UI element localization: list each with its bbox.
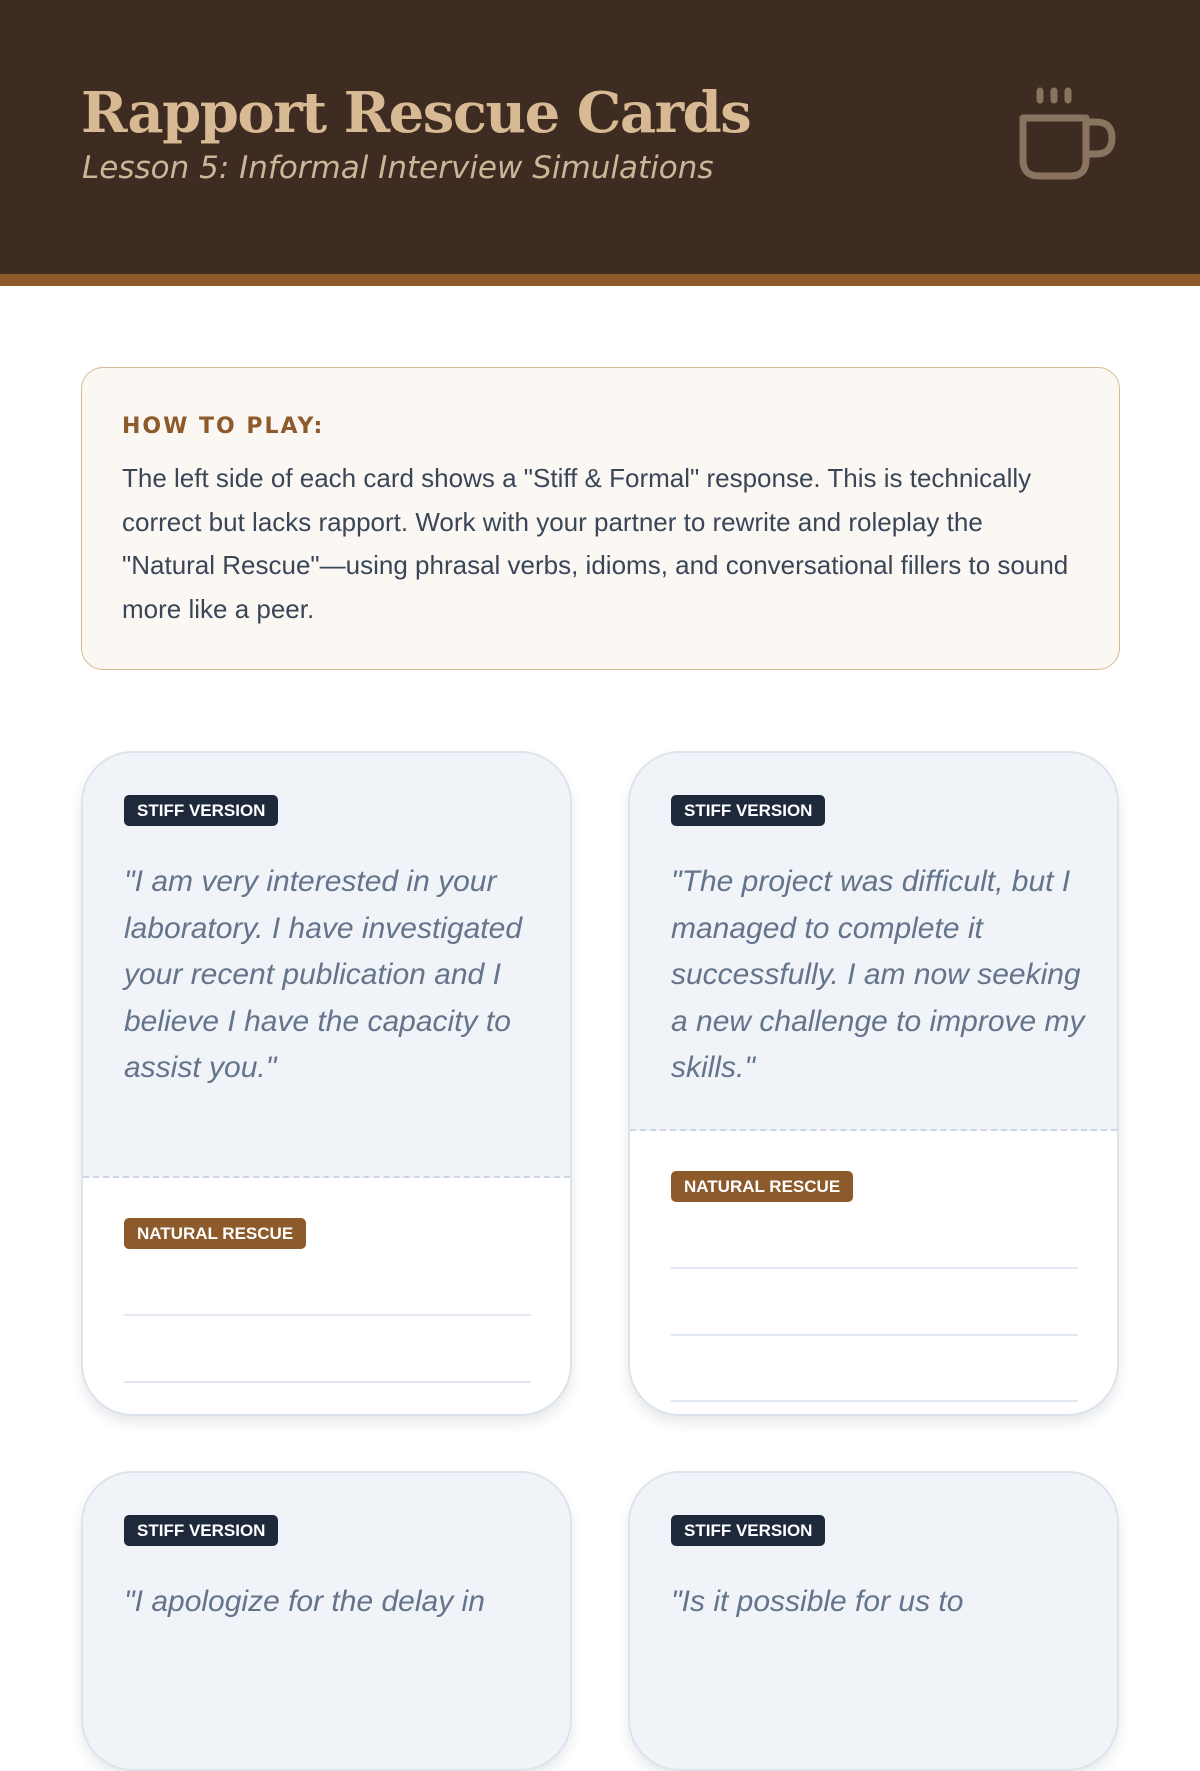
rescue-card-2: [628, 751, 1119, 1416]
page-header: [0, 0, 1200, 286]
stiff-section: [83, 753, 570, 1178]
answer-line[interactable]: [671, 1334, 1078, 1336]
how-to-play-title: HOW TO PLAY:: [122, 414, 325, 439]
natural-rescue-section: [630, 1131, 1117, 1416]
rescue-card-3: [81, 1471, 572, 1771]
answer-line[interactable]: [124, 1314, 531, 1316]
how-to-play-box: [81, 367, 1120, 670]
stiff-quote: "Is it possible for us to: [671, 1585, 964, 1618]
answer-line[interactable]: [124, 1381, 531, 1383]
coffee-cup-icon: [1016, 84, 1120, 188]
stiff-section: [630, 1473, 1117, 1771]
stiff-quote: "I am very interested in your laboratory. I have investigated your recent publication and I believe I have the capacity to assist you.": [124, 865, 523, 1084]
rescue-card-1: [81, 751, 572, 1416]
stiff-version-badge: STIFF VERSION: [671, 1515, 825, 1546]
natural-rescue-badge: NATURAL RESCUE: [671, 1171, 853, 1202]
page-title: Rapport Rescue Cards: [81, 80, 751, 146]
rescue-card-4: [628, 1471, 1119, 1771]
page-subtitle: Lesson 5: Informal Interview Simulations: [82, 150, 714, 186]
stiff-version-badge: STIFF VERSION: [671, 795, 825, 826]
stiff-version-badge: STIFF VERSION: [124, 1515, 278, 1546]
natural-rescue-badge: NATURAL RESCUE: [124, 1218, 306, 1249]
answer-line[interactable]: [671, 1400, 1078, 1402]
how-to-play-text: The left side of each card shows a "Stiff & Formal" response. This is technically correct but lacks rapport. Work with your partner to rewrite and roleplay the "Natural Rescue"—using phrasal verbs, idioms, and conversational fillers to sound more like a peer.: [122, 463, 1069, 624]
stiff-version-badge: STIFF VERSION: [124, 795, 278, 826]
stiff-section: [83, 1473, 570, 1771]
stiff-section: [630, 753, 1117, 1131]
answer-line[interactable]: [671, 1267, 1078, 1269]
natural-rescue-section: [83, 1178, 570, 1416]
stiff-quote: "I apologize for the delay in: [124, 1585, 485, 1618]
stiff-quote: "The project was difficult, but I managed to complete it successfully. I am now seeking a new challenge to improve my skills.": [671, 865, 1085, 1084]
